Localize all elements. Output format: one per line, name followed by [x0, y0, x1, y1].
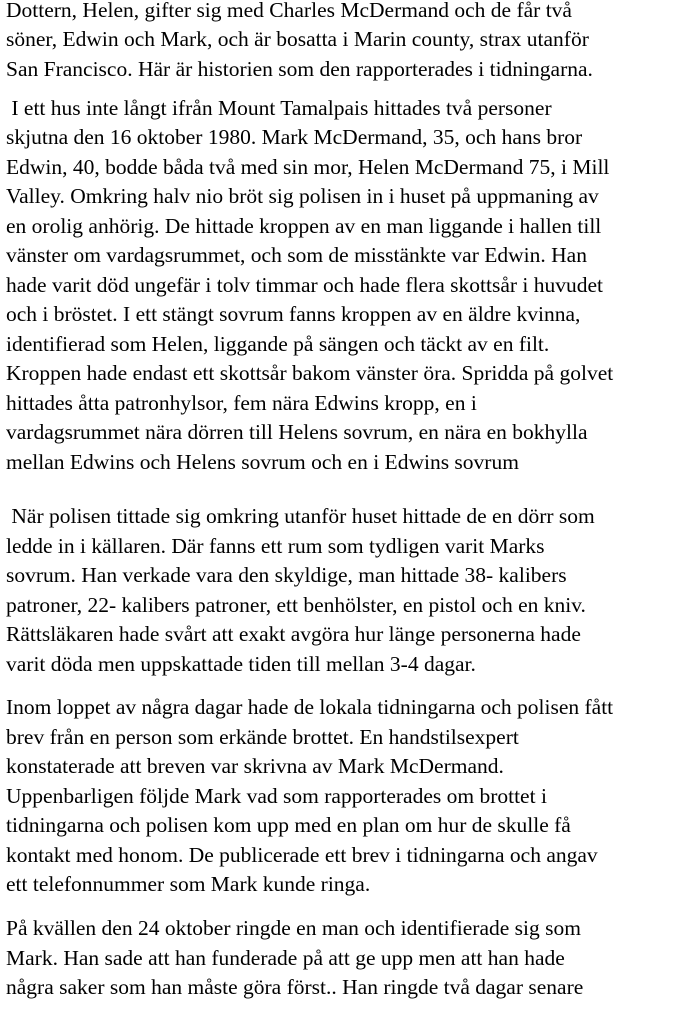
text-line: ledde in i källaren. Där fanns ett rum som tydligen varit Marks	[6, 534, 545, 558]
text-line: identifierad som Helen, liggande på sängen och täckt av en filt.	[6, 332, 550, 356]
text-line: varit döda men uppskattade tiden till mellan 3-4 dagar.	[6, 652, 476, 676]
text-line: brev från en person som erkände brottet. En handstilsexpert	[6, 725, 519, 749]
text-line: Edwin, 40, bodde båda två med sin mor, Helen McDermand 75, i Mill	[6, 155, 610, 179]
text-line: vardagsrummet nära dörren till Helens sovrum, en nära en bokhylla	[6, 420, 588, 444]
text-line: Mark. Han sade att han funderade på att ge upp men att han hade	[6, 946, 565, 970]
text-line: patroner, 22- kalibers patroner, ett benhölster, en pistol och en kniv.	[6, 593, 586, 617]
text-line: hade varit död ungefär i tolv timmar och hade flera skottsår i huvudet	[6, 273, 604, 297]
text-line: konstaterade att breven var skrivna av Mark McDermand.	[6, 754, 504, 778]
text-line: mellan Edwins och Helens sovrum och en i Edwins sovrum	[6, 450, 519, 474]
text-line: På kvällen den 24 oktober ringde en man och identifierade sig som	[6, 916, 581, 940]
text-line: Kroppen hade endast ett skottsår bakom vänster öra. Spridda på golvet	[6, 361, 614, 385]
text-line: vänster om vardagsrummet, och som de misstänkte var Edwin. Han	[6, 243, 587, 267]
text-line: Dottern, Helen, gifter sig med Charles McDermand och de får två	[6, 0, 572, 22]
text-line: söner, Edwin och Mark, och är bosatta i Marin county, strax utanför	[6, 27, 589, 51]
text-line: Rättsläkaren hade svårt att exakt avgöra hur länge personerna hade	[6, 622, 581, 646]
text-line: När polisen tittade sig omkring utanför huset hittade de en dörr som	[6, 504, 595, 528]
text-line: skjutna den 16 oktober 1980. Mark McDermand, 35, och hans bror	[6, 125, 583, 149]
text-line: hittades åtta patronhylsor, fem nära Edwins kropp, en i	[6, 391, 477, 415]
text-line: tidningarna och polisen kom upp med en plan om hur de skulle få	[6, 813, 571, 837]
text-line: ett telefonnummer som Mark kunde ringa.	[6, 872, 371, 896]
text-line: Valley. Omkring halv nio bröt sig polisen in i huset på uppmaning av	[6, 184, 599, 208]
text-line: Uppenbarligen följde Mark vad som rapporterades om brottet i	[6, 784, 547, 808]
text-line: sovrum. Han verkade vara den skyldige, man hittade 38- kalibers	[6, 563, 567, 587]
text-line: Inom loppet av några dagar hade de lokala tidningarna och polisen fått	[6, 695, 614, 719]
text-line: San Francisco. Här är historien som den rapporterades i tidningarna.	[6, 57, 593, 81]
text-line: I ett hus inte långt ifrån Mount Tamalpais hittades två personer	[6, 96, 552, 120]
text-line: kontakt med honom. De publicerade ett brev i tidningarna och angav	[6, 843, 598, 867]
text-line: några saker som han måste göra först.. Han ringde två dagar senare	[6, 975, 584, 999]
text-line: en orolig anhörig. De hittade kroppen av en man liggande i hallen till	[6, 214, 602, 238]
text-line: och i bröstet. I ett stängt sovrum fanns kroppen av en äldre kvinna,	[6, 302, 581, 326]
